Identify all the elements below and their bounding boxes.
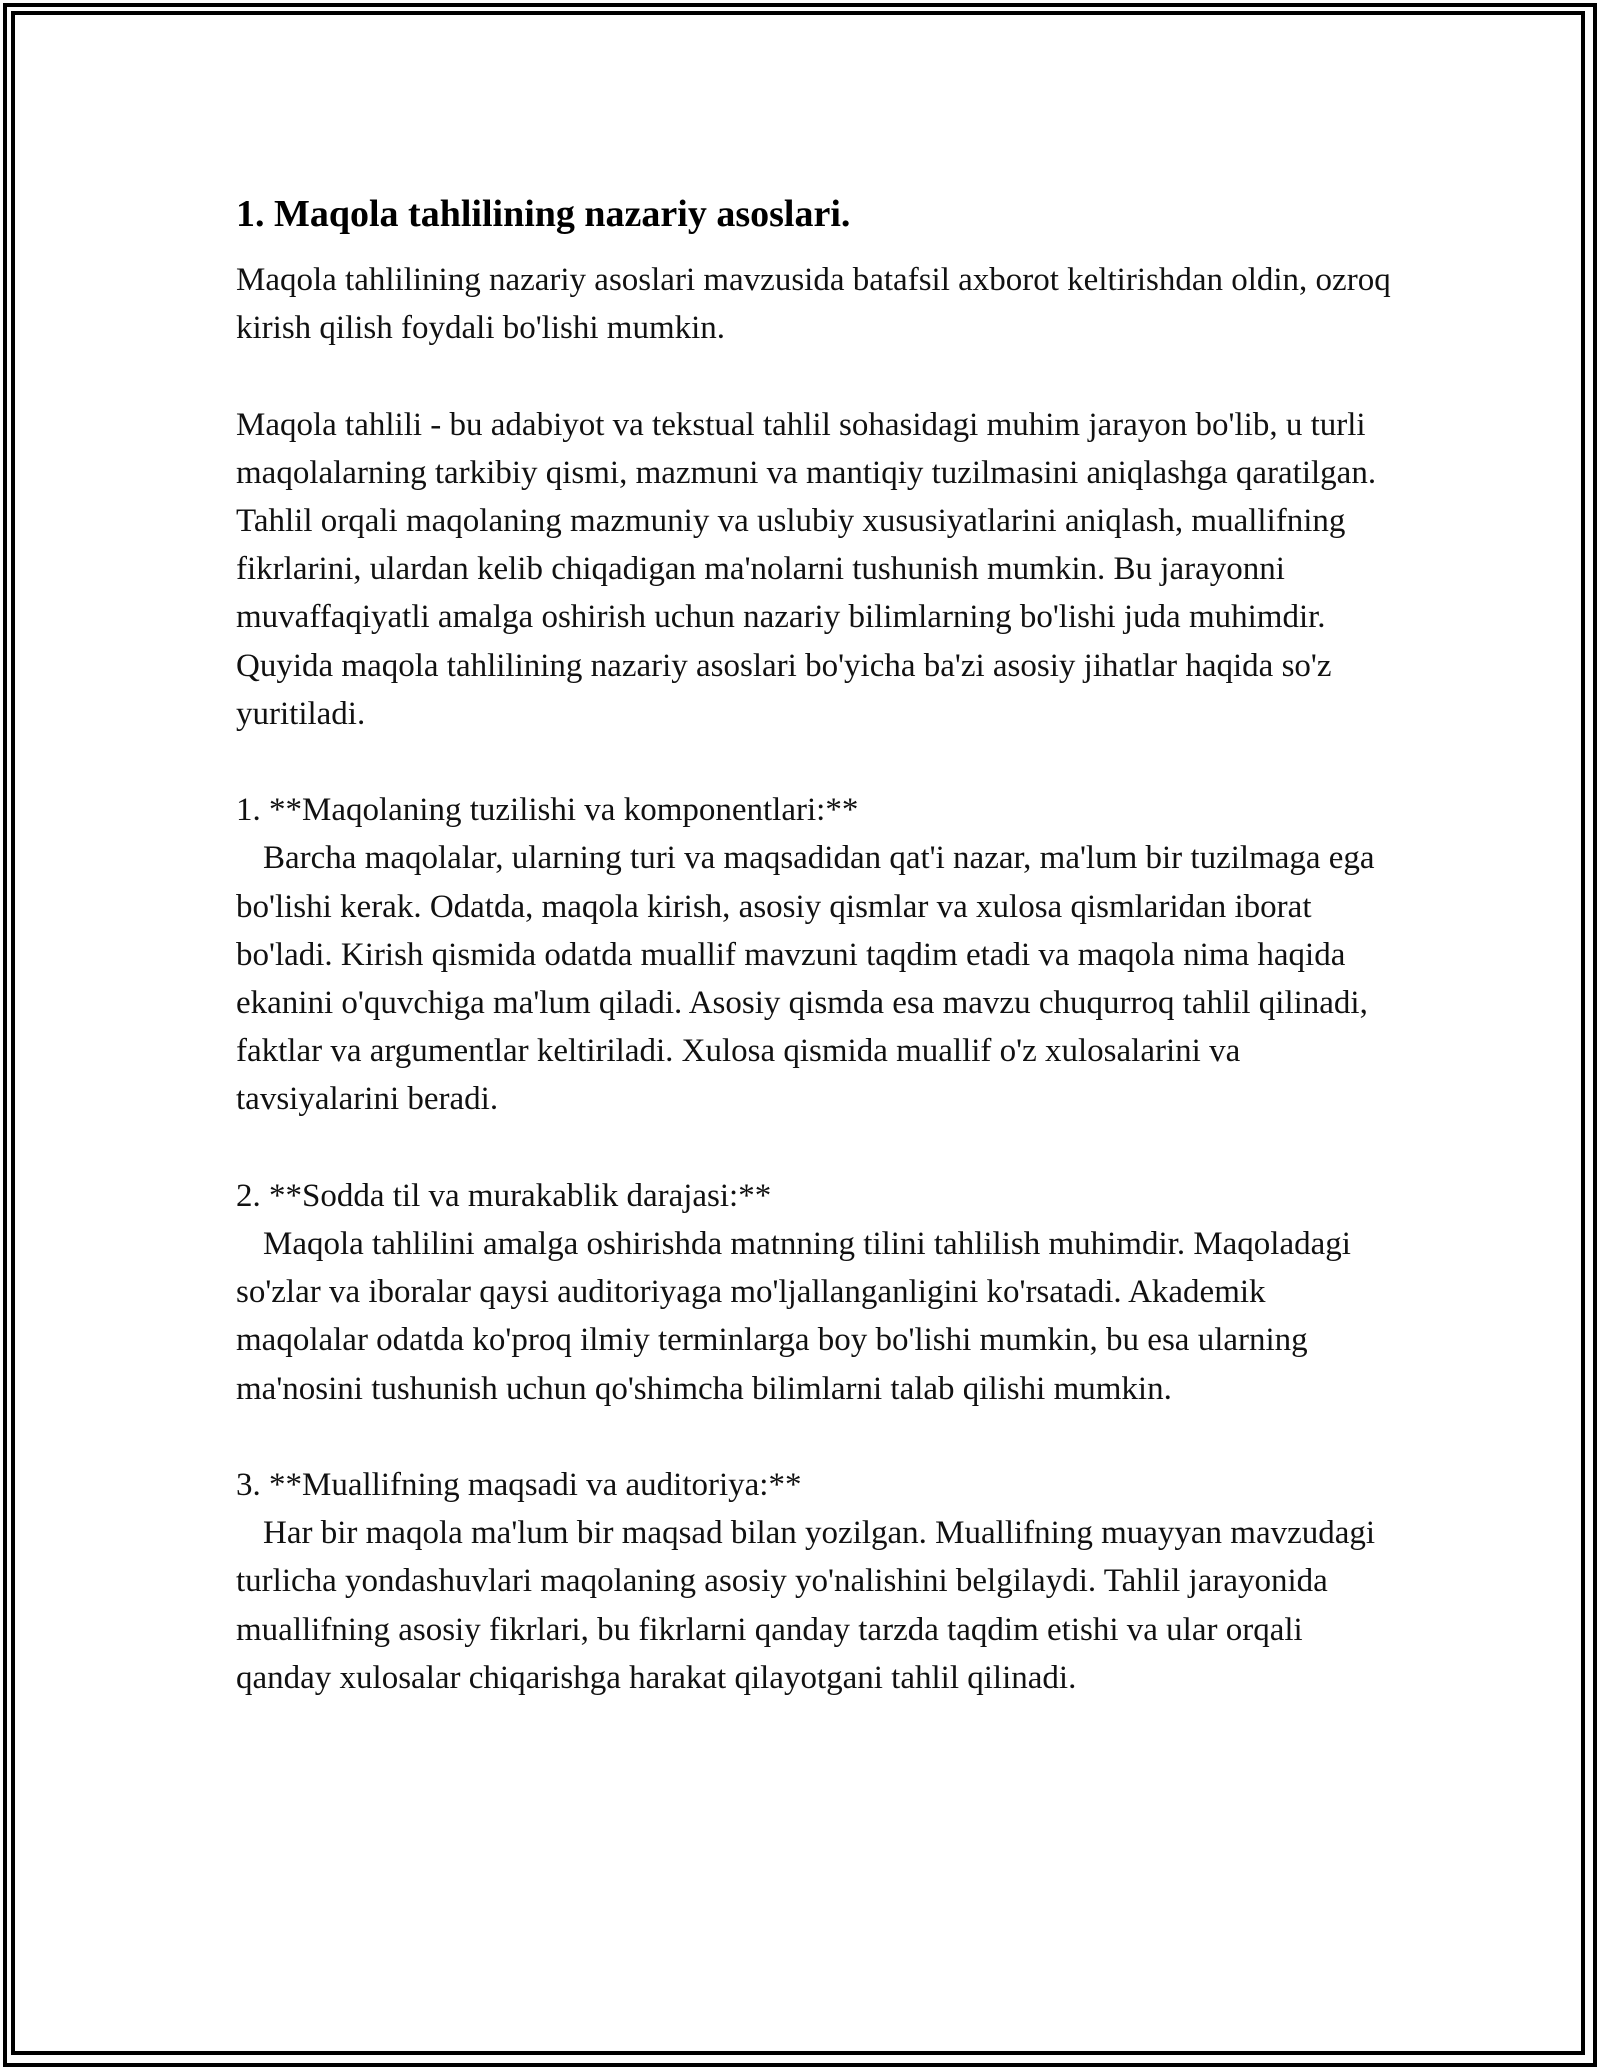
document-title: 1. Maqola tahlilining nazariy asoslari. [236,193,851,235]
section-1 [236,786,1396,1123]
section-heading: 3. **Muallifning maqsadi va auditoriya:** [236,1467,802,1504]
paragraph-spacer [236,1124,1396,1172]
document-body [236,186,1396,1702]
section-heading: 2. **Sodda til va murakablik darajasi:** [236,1177,772,1214]
section-body: Maqola tahlilini amalga oshirishda matnning tilini tahlilish muhimdir. Maqoladagi so'zlar va iboralar qaysi auditoriyaga mo'ljallanganligini ko'rsatadi. Akademik maqolalar odatda ko'proq ilmiy terminlarga boy bo'lishi mumkin, bu esa ularning ma'nosini tushunish uchun qo'shimcha bilimlarni talab qilishi mumkin. [236,1226,1351,1407]
section-3 [236,1461,1396,1702]
section-body: Barcha maqolalar, ularning turi va maqsadidan qat'i nazar, ma'lum bir tuzilmaga ega bo'lishi kerak. Odatda, maqola kirish, asosiy qismlar va xulosa qismlaridan iborat bo'ladi. Kirish qismida odatda muallif mavzuni taqdim etadi va maqola nima haqida ekanini o'quvchiga ma'lum qiladi. Asosiy qismda esa mavzu chuqurroq tahlil qilinadi, faktlar va argumentlar keltiriladi. Xulosa qismida muallif o'z xulosalarini va tavsiyalarini beradi. [236,840,1375,1118]
paragraph-spacer [236,738,1396,786]
paragraph-spacer [236,1413,1396,1461]
overview-paragraph: Maqola tahlili - bu adabiyot va tekstual tahlil sohasidagi muhim jarayon bo'lib, u turli maqolalarning tarkibiy qismi, mazmuni va mantiqiy tuzilmasini aniqlashga qaratilgan. Tahlil orqali maqolaning mazmuniy va uslubiy xususiyatlarini aniqlash, muallifning fikrlarini, ulardan kelib chiqadigan ma'nolarni tushunish mumkin. Bu jarayonni muvaffaqiyatli amalga oshirish uchun nazariy bilimlarning bo'lishi juda muhimdir. Quyida maqola tahlilining nazariy asoslari bo'yicha ba'zi asosiy jihatlar haqida so'z yuritiladi. [236,406,1377,732]
section-heading: 1. **Maqolaning tuzilishi va komponentlari:** [236,792,859,829]
section-body: Har bir maqola ma'lum bir maqsad bilan yozilgan. Muallifning muayyan mavzudagi turlicha yondashuvlari maqolaning asosiy yo'nalishini belgilaydi. Tahlil jarayonida muallifning asosiy fikrlari, bu fikrlarni qanday tarzda taqdim etishi va ular orqali qanday xulosalar chiqarishga harakat qilayotgani tahlil qilinadi. [236,1515,1376,1696]
intro-paragraph: Maqola tahlilining nazariy asoslari mavzusida batafsil axborot keltirishdan oldin, ozroq kirish qilish foydali bo'lishi mumkin. [236,262,1391,347]
paragraph-spacer [236,352,1396,400]
section-2 [236,1172,1396,1413]
